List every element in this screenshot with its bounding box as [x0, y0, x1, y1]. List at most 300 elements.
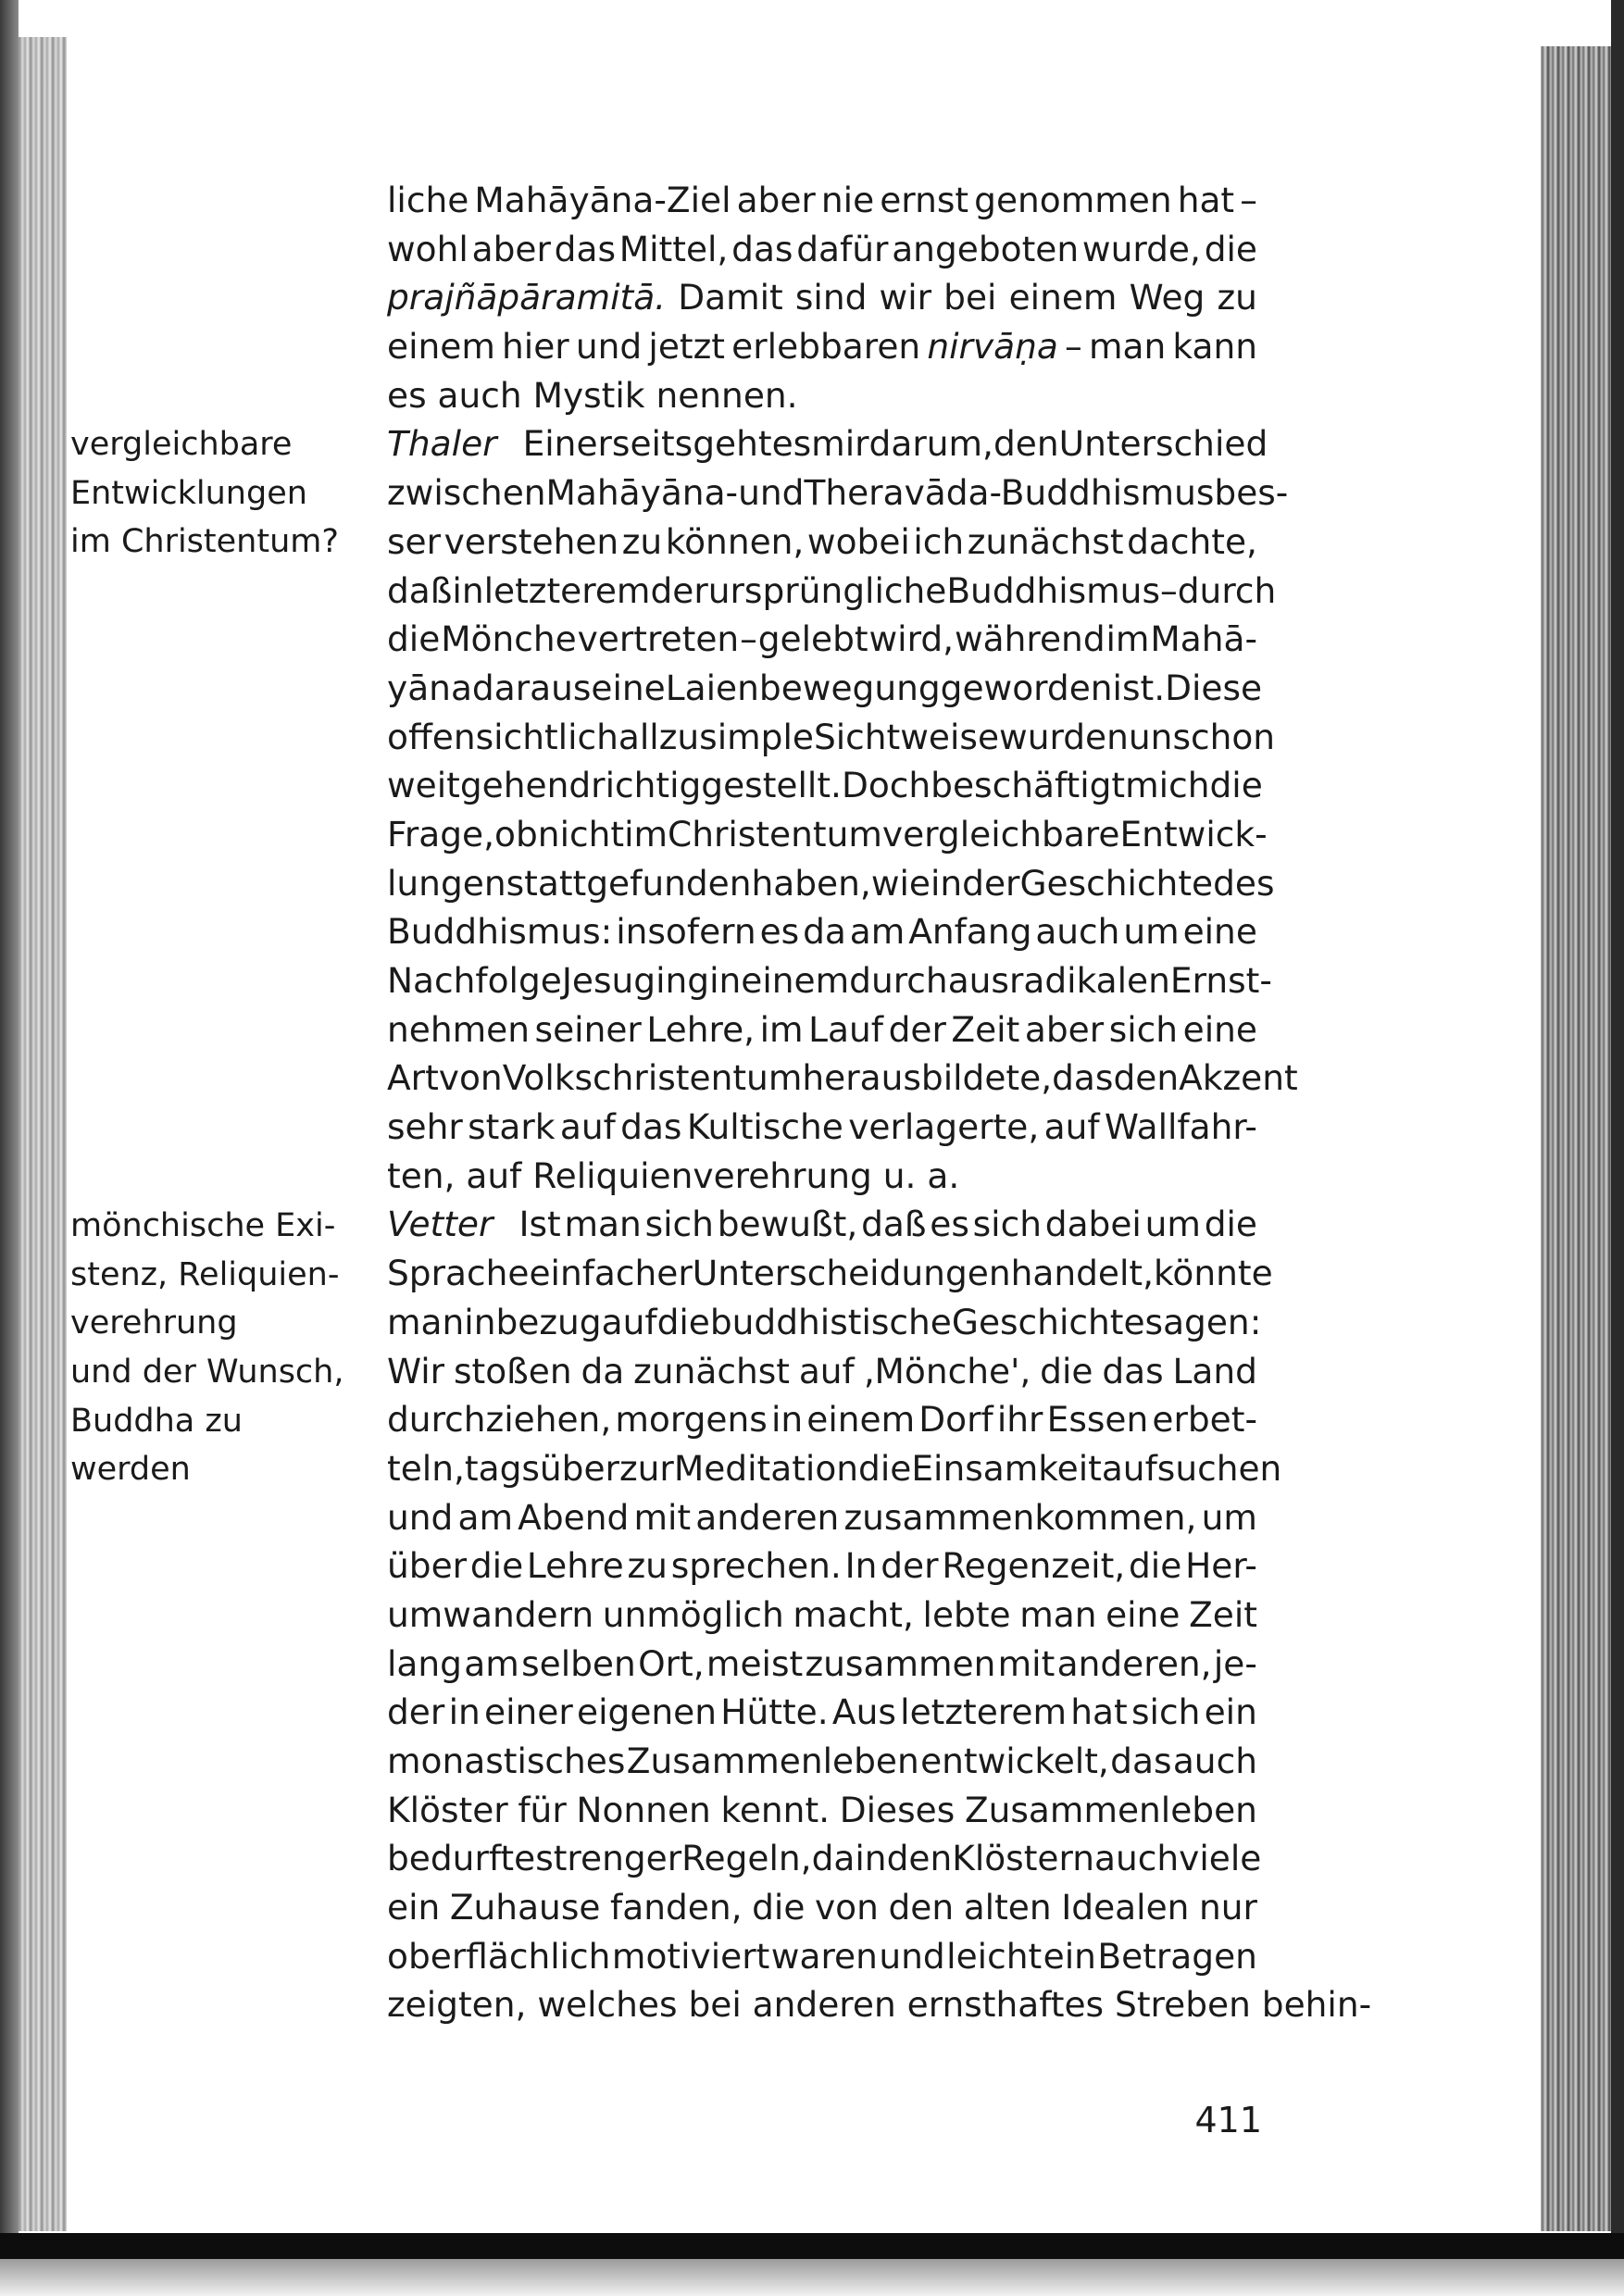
word: die [1128, 1545, 1182, 1587]
word: einem [806, 1399, 916, 1441]
word: bezug [495, 1301, 602, 1342]
word: simple [699, 716, 814, 757]
word: Weg [1129, 277, 1206, 318]
word: umwandern [387, 1593, 594, 1635]
word: Essen [1046, 1399, 1149, 1441]
word: auf [466, 1154, 522, 1196]
word: einem [1008, 277, 1118, 318]
word: buddhistische [709, 1301, 952, 1342]
word: u. [882, 1154, 917, 1196]
text-line [387, 1541, 1257, 1591]
margin-note-line: mönchische Exi- [70, 1207, 336, 1244]
word: offensichtlich [387, 716, 618, 757]
word: mit [633, 1496, 692, 1538]
word: Ist [518, 1204, 561, 1245]
word: eine [591, 667, 666, 708]
word: man [564, 1204, 642, 1245]
word: Betragen [1097, 1935, 1257, 1977]
word: eigenen [577, 1691, 718, 1733]
word: ein [1043, 1935, 1096, 1977]
word: Zuhause [449, 1887, 601, 1928]
text-line [387, 615, 1257, 664]
scan-bottom-bar [0, 2233, 1624, 2259]
word: dafür [796, 228, 889, 269]
word: Lauf [808, 1008, 883, 1050]
word: Mittel, [618, 228, 729, 269]
line-text [387, 1054, 1298, 1103]
word: lungen [387, 862, 506, 904]
margin-note-line: werden [70, 1451, 191, 1489]
margin-note-line: Entwicklungen [70, 474, 307, 512]
line-text [387, 1980, 1371, 2029]
word: Land [1172, 1350, 1257, 1391]
word: Jesu [561, 960, 634, 1001]
word: im [624, 813, 668, 855]
word: ernsthaftes [906, 1984, 1105, 2026]
word: die [858, 1447, 912, 1489]
text-line [387, 810, 1268, 859]
word: sich [644, 1204, 714, 1245]
word: das [554, 228, 616, 269]
word: prajñāpāramitā. [387, 277, 667, 318]
text-line [387, 761, 1263, 810]
word: sich [1108, 1008, 1179, 1050]
text-line [387, 1932, 1257, 1981]
text-line [387, 1737, 1257, 1786]
word: wurde, [1081, 228, 1201, 269]
word: hier [502, 326, 569, 368]
word: wie [870, 862, 931, 904]
word: die [1209, 765, 1263, 806]
word: am [457, 1496, 514, 1538]
word: Zeit [951, 1008, 1020, 1050]
line-text [387, 1493, 1257, 1542]
word: Lehre, [646, 1008, 756, 1050]
line-text [518, 1200, 1257, 1249]
text-line [387, 1395, 1257, 1444]
word: es [387, 374, 427, 416]
word: sich [1131, 1691, 1201, 1733]
word: erbet- [1152, 1399, 1257, 1441]
word: ‚Mönche', [863, 1350, 1031, 1391]
word: Buddhismus [946, 569, 1160, 611]
word: – [1160, 569, 1178, 611]
word: den [993, 423, 1059, 465]
word: angeboten [892, 228, 1080, 269]
word: die [1204, 1204, 1257, 1245]
word: zusammenkommen, [843, 1496, 1197, 1538]
word: auf [798, 1350, 855, 1391]
line-text [387, 907, 1257, 956]
word: motiviert [611, 1935, 770, 1977]
word: wohl [387, 228, 468, 269]
word: Mystik [532, 374, 645, 416]
word: und [879, 1935, 945, 1977]
word: Zusammenleben [626, 1741, 919, 1781]
word: Frage, [387, 813, 495, 855]
word: im [759, 1008, 804, 1050]
word: macht, [793, 1593, 914, 1635]
word: auf [1043, 1106, 1100, 1148]
word: darum, [868, 423, 993, 465]
word: einem [387, 326, 495, 368]
word: ging [633, 960, 710, 1001]
word: die [1040, 1350, 1093, 1391]
word: um [1123, 911, 1180, 953]
line-text [387, 1737, 1257, 1786]
line-text [387, 664, 1262, 713]
word: selben [521, 1642, 636, 1684]
margin-note-line: stenz, Reliquien- [70, 1255, 340, 1293]
word: Doch [841, 765, 931, 806]
word: zwischen [387, 472, 546, 514]
word: Abend [518, 1496, 630, 1538]
text-line [387, 1688, 1257, 1737]
text-line [387, 468, 1289, 518]
line-text [387, 810, 1268, 859]
word: Regenzeit, [942, 1545, 1126, 1587]
word: das [620, 1106, 682, 1148]
word: genommen [974, 180, 1172, 220]
word: Geschichte [1019, 862, 1214, 904]
word: ihr [996, 1399, 1043, 1441]
word: im [1106, 618, 1150, 660]
word: schon [1172, 716, 1276, 757]
word: beschäftigt [931, 765, 1126, 806]
word: ist. [1112, 667, 1166, 708]
word: sagen: [1144, 1301, 1262, 1342]
word: der [387, 1691, 445, 1733]
word: sich [972, 1204, 1042, 1245]
word: ursprüngliche [707, 569, 947, 611]
word: vergleichbare [881, 813, 1120, 855]
word: des [1213, 862, 1275, 904]
word: jetzt [648, 326, 725, 368]
word: ein [387, 1887, 441, 1928]
line-text [387, 1932, 1257, 1981]
word: Klöstern [952, 1838, 1095, 1879]
word: auch [1035, 911, 1120, 953]
word: wir [879, 277, 932, 318]
word: einer [484, 1691, 573, 1733]
word: weitgehend [387, 765, 592, 806]
word: nirvāṇa [927, 326, 1058, 368]
word: auch [1094, 1838, 1180, 1879]
word: gelebt [757, 618, 868, 660]
word: anderen [752, 1984, 896, 2026]
word: Mahāyāna- [545, 472, 739, 514]
word: ich [913, 520, 965, 562]
word: es [759, 911, 800, 953]
word: von [438, 1057, 503, 1099]
margin-note-2 [70, 1202, 348, 1494]
text-line [387, 1298, 1262, 1347]
word: bewußt, [717, 1204, 858, 1245]
word: Einsamkeit [911, 1447, 1102, 1489]
word: stark [468, 1106, 556, 1148]
word: Zusammenleben [964, 1789, 1257, 1830]
line-text [387, 176, 1257, 225]
word: Mahāyāna-Ziel [474, 180, 731, 220]
word: zeigten, [387, 1984, 527, 2026]
word: da [803, 911, 846, 953]
word: herausbildete, [802, 1057, 1053, 1099]
word: zu [1217, 277, 1257, 318]
line-text [387, 761, 1263, 810]
word: zu [627, 1545, 668, 1587]
word: welches [537, 1984, 678, 2026]
word: In [844, 1545, 878, 1587]
line-text [387, 518, 1257, 567]
word: von [814, 1887, 879, 1928]
line-text [387, 956, 1272, 1005]
text-line [387, 664, 1263, 713]
word: daß [387, 569, 453, 611]
line-text [387, 225, 1257, 274]
line-text [387, 273, 1257, 322]
word: aufsuchen [1101, 1447, 1282, 1489]
word: daraus [471, 667, 592, 708]
word: alten [963, 1887, 1052, 1928]
word: das [1110, 1741, 1172, 1781]
word: haben, [751, 862, 871, 904]
line-text [387, 1298, 1261, 1347]
line-text [387, 713, 1275, 762]
word: Volkschristentum [502, 1057, 803, 1099]
line-text [387, 1249, 1273, 1298]
word: einem [741, 960, 850, 1001]
word: a. [927, 1154, 960, 1196]
body-text [387, 176, 1372, 2029]
word: auch [1172, 1741, 1257, 1781]
word: Kultische [686, 1106, 843, 1148]
word: geworden [940, 667, 1113, 708]
line-text [387, 1395, 1257, 1444]
paragraph [387, 176, 1257, 419]
scan-right-border [1611, 0, 1624, 2296]
word: Her- [1185, 1545, 1257, 1587]
word: behin- [1261, 1984, 1372, 2026]
word: könnte [1154, 1253, 1273, 1294]
word: meist [706, 1642, 804, 1684]
text-line [387, 907, 1257, 956]
word: Damit [678, 277, 783, 318]
word: Dieses [839, 1789, 956, 1830]
word: hat [1177, 180, 1235, 220]
word: Streben [1115, 1984, 1251, 2026]
word: Wir [387, 1350, 445, 1391]
word: Idealen [1061, 1887, 1190, 1928]
word: erlebbaren [731, 326, 921, 368]
text-line [387, 1834, 1262, 1883]
word: während [954, 618, 1106, 660]
word: Nonnen [576, 1789, 711, 1830]
word: ein [1204, 1691, 1257, 1733]
word: Theravāda-Buddhismus [804, 472, 1215, 514]
text-line [387, 1493, 1257, 1542]
word: – [1240, 180, 1257, 220]
word: zunächst [633, 1350, 790, 1391]
text-line [387, 1005, 1257, 1054]
word: Reliquienverehrung [532, 1154, 872, 1196]
word: Regeln, [681, 1838, 812, 1879]
word: Geschichte [951, 1301, 1145, 1342]
word: kennt. [720, 1789, 831, 1830]
margin-note-line: und der Wunsch, [70, 1354, 344, 1391]
word: yāna [387, 667, 472, 708]
word: die [469, 1545, 524, 1587]
margin-note-line: im Christentum? [70, 523, 339, 561]
word: sind [794, 277, 868, 318]
word: wurde [999, 716, 1107, 757]
line-text [387, 615, 1257, 664]
word: nennen. [656, 374, 798, 416]
text-line [387, 1980, 1372, 2029]
paragraph [387, 419, 1298, 1200]
text-line [387, 1591, 1257, 1640]
word: ernst [880, 180, 969, 220]
word: radikalen [1008, 960, 1170, 1001]
word: eine [1182, 1008, 1257, 1050]
word: bei [943, 277, 997, 318]
word: nicht [537, 813, 625, 855]
page-number: 411 [1194, 2100, 1262, 2140]
word: eine [1106, 1593, 1181, 1635]
text-line [387, 567, 1277, 616]
word: auf [559, 1106, 616, 1148]
line-text [387, 1688, 1257, 1737]
word: da [581, 1350, 625, 1391]
word: – [1065, 326, 1082, 368]
word: bedurfte [387, 1838, 536, 1879]
word: Christentum [668, 813, 882, 855]
word: und [575, 326, 643, 368]
word: aber [736, 180, 816, 220]
word: hat [1070, 1691, 1128, 1733]
word: Wallfahr- [1104, 1106, 1257, 1148]
word: ten, [387, 1154, 456, 1196]
word: in [452, 569, 484, 611]
line-text [387, 1347, 1257, 1396]
text-line [387, 1152, 1257, 1201]
word: Ernst- [1169, 960, 1272, 1001]
line-text [387, 468, 1288, 518]
word: das [1052, 1057, 1114, 1099]
word: in [930, 862, 963, 904]
word: anderen [695, 1496, 840, 1538]
word: das [1102, 1350, 1164, 1391]
word: mich [1125, 765, 1210, 806]
word: Meditation [673, 1447, 859, 1489]
word: der [962, 862, 1020, 904]
word: über [387, 1545, 468, 1587]
line-text [387, 1152, 1257, 1201]
word: lang [387, 1642, 462, 1684]
word: durchziehen, [387, 1399, 612, 1441]
word: nun [1106, 716, 1173, 757]
word: und [387, 1496, 454, 1538]
text-line [387, 371, 1257, 420]
text-line [387, 1786, 1257, 1835]
margin-note-line: vergleichbare [70, 426, 293, 463]
word: seiner [534, 1008, 642, 1050]
text-line [387, 1249, 1273, 1298]
word: letzterem [483, 569, 651, 611]
word: nur [1198, 1887, 1257, 1928]
word: zunächst [967, 520, 1124, 562]
line-text [387, 567, 1276, 616]
word: einfacher [529, 1253, 693, 1294]
word: den [888, 1887, 955, 1928]
text-line [387, 322, 1257, 371]
line-text [387, 859, 1275, 908]
word: Diese [1165, 667, 1263, 708]
word: strenger [535, 1838, 682, 1879]
word: oberflächlich [387, 1935, 611, 1977]
word: da [811, 1838, 856, 1879]
word: richtiggestellt. [591, 765, 842, 806]
word: zusammen [805, 1642, 996, 1684]
text-line [387, 859, 1275, 908]
word: den [1113, 1057, 1180, 1099]
word: insofern [616, 911, 756, 953]
text-line [387, 225, 1257, 274]
word: die [387, 618, 441, 660]
word: sehr [387, 1106, 463, 1148]
line-text [387, 322, 1257, 371]
text-line [387, 273, 1257, 322]
line-text [387, 371, 1257, 420]
word: Mönche [441, 618, 577, 660]
word: Einerseits [522, 423, 693, 465]
word: es [771, 423, 812, 465]
word: monastisches [387, 1741, 626, 1781]
word: Art [387, 1057, 439, 1099]
word: Hütte. [720, 1691, 829, 1733]
line-text [387, 1541, 1257, 1591]
word: und [738, 472, 805, 514]
word: teln, [387, 1447, 465, 1489]
word: wobei [806, 520, 910, 562]
word: sprechen. [670, 1545, 842, 1587]
word: können, [665, 520, 805, 562]
word: Sprache [387, 1253, 530, 1294]
word: Anfang [908, 911, 1032, 953]
word: Dorf [918, 1399, 993, 1441]
word: zu [621, 520, 663, 562]
word: das [731, 228, 793, 269]
text-line [387, 518, 1257, 567]
word: der [888, 1008, 946, 1050]
word: Lehre [526, 1545, 624, 1587]
text-line [387, 176, 1257, 225]
word: Akzent [1179, 1057, 1298, 1099]
line-text [387, 1005, 1257, 1054]
text-line [387, 1883, 1257, 1932]
word: durch [1177, 569, 1277, 611]
word: allzu [618, 716, 700, 757]
word: man [1088, 326, 1167, 368]
word: handelt, [1010, 1253, 1155, 1294]
word: durchaus [849, 960, 1009, 1001]
word: mit [997, 1642, 1056, 1684]
word: liche [387, 180, 469, 220]
word: bes- [1214, 472, 1289, 514]
text-line [387, 1103, 1257, 1152]
word: auf [601, 1301, 657, 1342]
word: auch [437, 374, 522, 416]
line-text [387, 1786, 1257, 1835]
